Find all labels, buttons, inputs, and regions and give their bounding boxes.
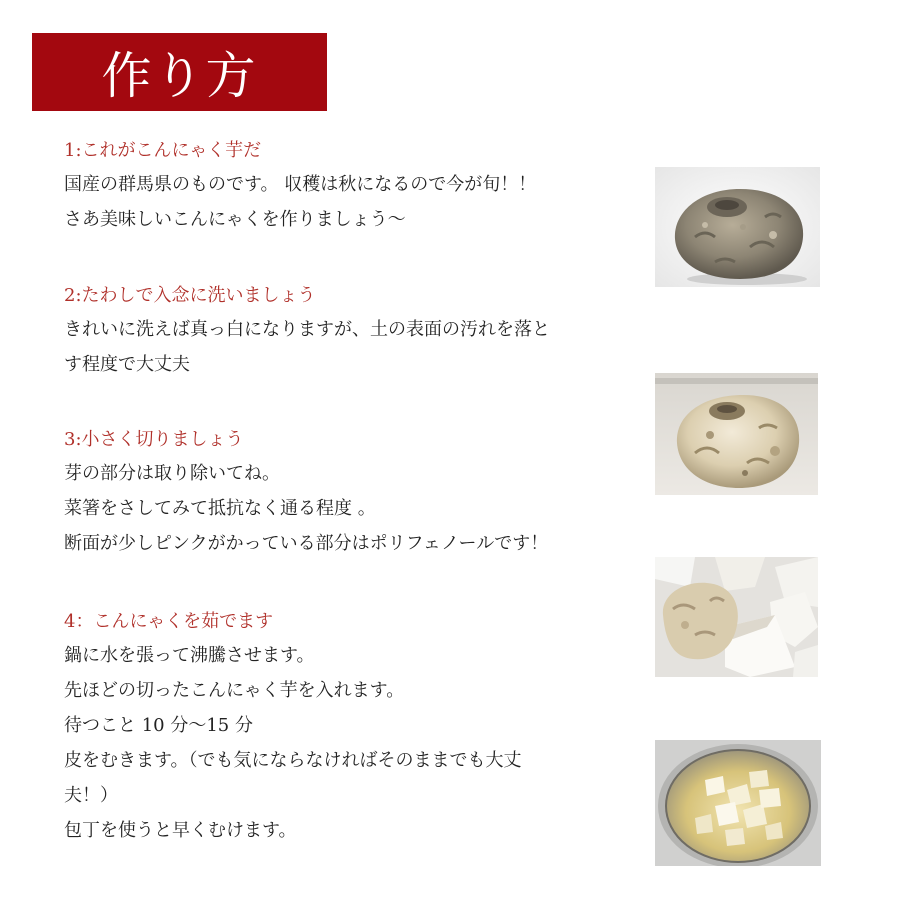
step-4-line-1: 鍋に水を張って沸騰させます。 (64, 645, 315, 666)
step-2-heading: 2:たわしで入念に洗いましょう (64, 285, 316, 306)
washed-konjac-photo (655, 373, 818, 495)
step-4-line-5: 夫！） (64, 785, 118, 806)
step-4-heading: 4：こんにゃくを茹でます (64, 611, 274, 632)
step-1-line-1: 国産の群馬県のものです。 収穫は秋になるので今が旬！！ (64, 174, 537, 195)
step-4-line-3: 待つこと 10 分～15 分 (64, 715, 253, 736)
step-1-heading: 1:これがこんにゃく芋だ (64, 140, 262, 161)
boiling-pot-photo (655, 740, 821, 866)
step-4-line-6: 包丁を使うと早くむけます。 (64, 820, 297, 841)
step-3-line-2: 菜箸をさしてみて抵抗なく通る程度 。 (64, 498, 376, 519)
konjac-root-photo (655, 167, 820, 287)
page-title: 作り方 (101, 47, 258, 105)
step-4-line-4: 皮をむきます。（でも気にならなければそのままでも大丈 (64, 750, 522, 771)
header-band (32, 33, 327, 111)
step-3 (64, 425, 644, 561)
step-4-line-2: 先ほどの切ったこんにゃく芋を入れます。 (64, 680, 405, 701)
step-2-line-2: す程度で大丈夫 (64, 354, 190, 375)
step-4 (64, 607, 644, 848)
cut-konjac-photo (655, 557, 818, 677)
step-3-line-3: 断面が少しピンクがかっている部分はポリフェノールです！ (64, 533, 549, 554)
step-2 (64, 281, 644, 382)
step-1-line-2: さあ美味しいこんにゃくを作りましょう～ (64, 209, 406, 230)
step-2-line-1: きれいに洗えば真っ白になりますが、土の表面の汚れを落と (64, 319, 550, 340)
step-3-heading: 3:小さく切りましょう (64, 429, 244, 450)
step-3-line-1: 芽の部分は取り除いてね。 (64, 463, 280, 484)
step-1 (64, 136, 644, 237)
